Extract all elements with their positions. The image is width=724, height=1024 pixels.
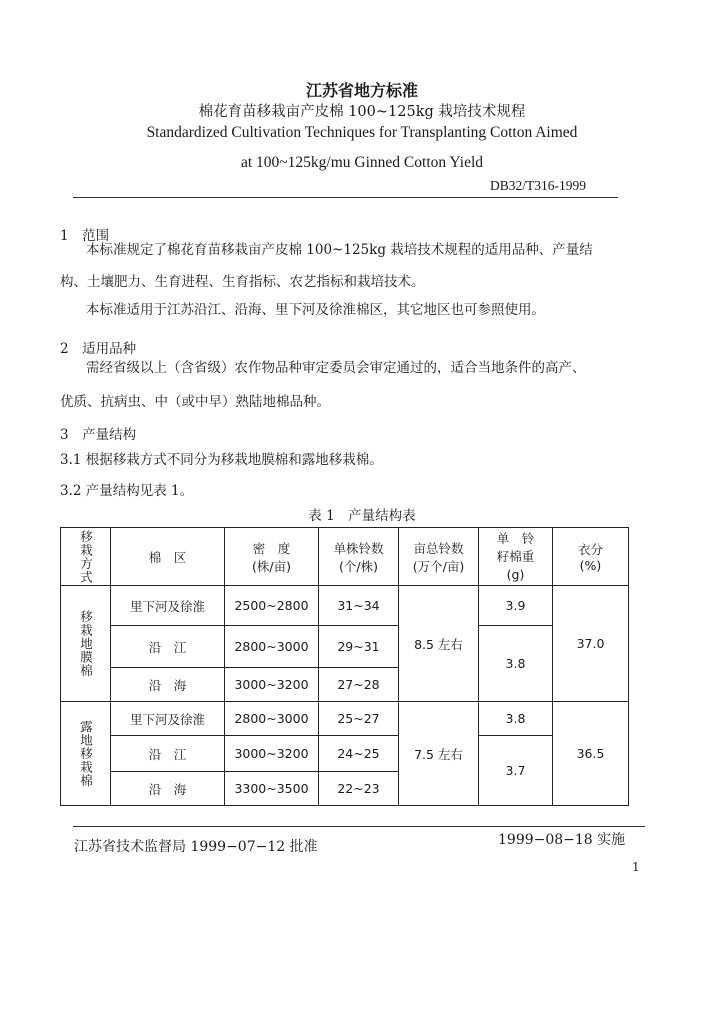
cell-area: 沿 江 xyxy=(111,626,225,668)
cell-density: 2500~2800 xyxy=(225,586,319,626)
cell-area: 沿 海 xyxy=(111,668,225,702)
table-caption: 表 1 产量结构表 xyxy=(308,508,416,524)
yield-structure-table xyxy=(60,527,629,806)
group-1-boll-weight-b: 3.8 xyxy=(479,626,553,702)
section-3-1: 3.1 根据移栽方式不同分为移栽地膜棉和露地移栽棉。 xyxy=(60,452,383,468)
cell-density: 2800~3000 xyxy=(225,626,319,668)
table-row xyxy=(61,702,629,736)
cell-density: 3000~3200 xyxy=(225,668,319,702)
cell-area: 沿 江 xyxy=(111,736,225,772)
group-2-bolls-per-mu: 7.5 左右 xyxy=(399,702,479,806)
section-1-title: 1 范围 xyxy=(60,228,110,244)
header-boll-weight: 单 铃 籽棉重 (g) xyxy=(479,528,553,586)
section-3-2: 3.2 产量结构见表 1。 xyxy=(60,483,194,499)
cell-bolls: 24~25 xyxy=(319,736,399,772)
footer-rule xyxy=(73,826,645,827)
table-row xyxy=(61,736,629,772)
header-method: 移栽方式 xyxy=(61,528,111,586)
table-row xyxy=(61,586,629,626)
group-1-bolls-per-mu: 8.5 左右 xyxy=(399,586,479,702)
title-chinese: 棉花育苗移栽亩产皮棉 100~125kg 栽培技术规程 xyxy=(198,104,526,120)
header-density: 密 度 (株/亩) xyxy=(225,528,319,586)
cell-bolls: 31~34 xyxy=(319,586,399,626)
section-2-para1-line2: 优质、抗病虫、中（或中早）熟陆地棉品种。 xyxy=(60,394,330,410)
standard-code: DB32/T316-1999 xyxy=(490,178,586,193)
section-3-title: 3 产量结构 xyxy=(60,427,137,443)
group-2-boll-weight-a: 3.8 xyxy=(479,702,553,736)
group-2-method: 露地移栽棉 xyxy=(61,702,111,806)
group-2-boll-weight-b: 3.7 xyxy=(479,736,553,806)
group-2-lint: 36.5 xyxy=(553,702,629,806)
cell-bolls: 25~27 xyxy=(319,702,399,736)
table-row xyxy=(61,626,629,668)
title-english-line2: at 100~125kg/mu Ginned Cotton Yield xyxy=(240,154,484,171)
cell-density: 3000~3200 xyxy=(225,736,319,772)
header-lint: 衣分 (%) xyxy=(553,528,629,586)
section-2-para1-line1: 需经省级以上（含省级）农作物品种审定委员会审定通过的，适合当地条件的高产、 xyxy=(86,360,586,376)
cell-density: 2800~3000 xyxy=(225,702,319,736)
cell-bolls: 27~28 xyxy=(319,668,399,702)
header-bolls-per-mu: 亩总铃数 (万个/亩) xyxy=(399,528,479,586)
table-header-row xyxy=(61,528,629,586)
group-1-lint: 37.0 xyxy=(553,586,629,702)
page-number: 1 xyxy=(632,860,640,874)
cell-density: 3300~3500 xyxy=(225,772,319,806)
cell-bolls: 29~31 xyxy=(319,626,399,668)
cell-bolls: 22~23 xyxy=(319,772,399,806)
cell-area: 里下河及徐淮 xyxy=(111,702,225,736)
group-1-method: 移栽地膜棉 xyxy=(61,586,111,702)
cell-area: 沿 海 xyxy=(111,772,225,806)
issuer-heading: 江苏省地方标准 xyxy=(305,81,418,100)
approval-note: 江苏省技术监督局 1999−07−12 批准 xyxy=(74,839,318,855)
header-rule xyxy=(73,197,618,198)
header-area: 棉 区 xyxy=(111,528,225,586)
section-1-para1-line1: 本标准规定了棉花育苗移栽亩产皮棉 100~125kg 栽培技术规程的适用品种、产量结 xyxy=(86,242,593,258)
implementation-note: 1999−08−18 实施 xyxy=(498,832,626,848)
section-2-title: 2 适用品种 xyxy=(60,341,137,357)
title-english-line1: Standardized Cultivation Techniques for Transplanting Cotton Aimed xyxy=(146,124,578,141)
header-bolls-per-plant: 单株铃数 (个/株) xyxy=(319,528,399,586)
group-1-boll-weight-a: 3.9 xyxy=(479,586,553,626)
section-1-para1-line2: 构、土壤肥力、生育进程、生育指标、农艺指标和栽培技术。 xyxy=(60,274,425,290)
section-1-para2: 本标准适用于江苏沿江、沿海、里下河及徐淮棉区，其它地区也可参照使用。 xyxy=(86,302,545,318)
cell-area: 里下河及徐淮 xyxy=(111,586,225,626)
